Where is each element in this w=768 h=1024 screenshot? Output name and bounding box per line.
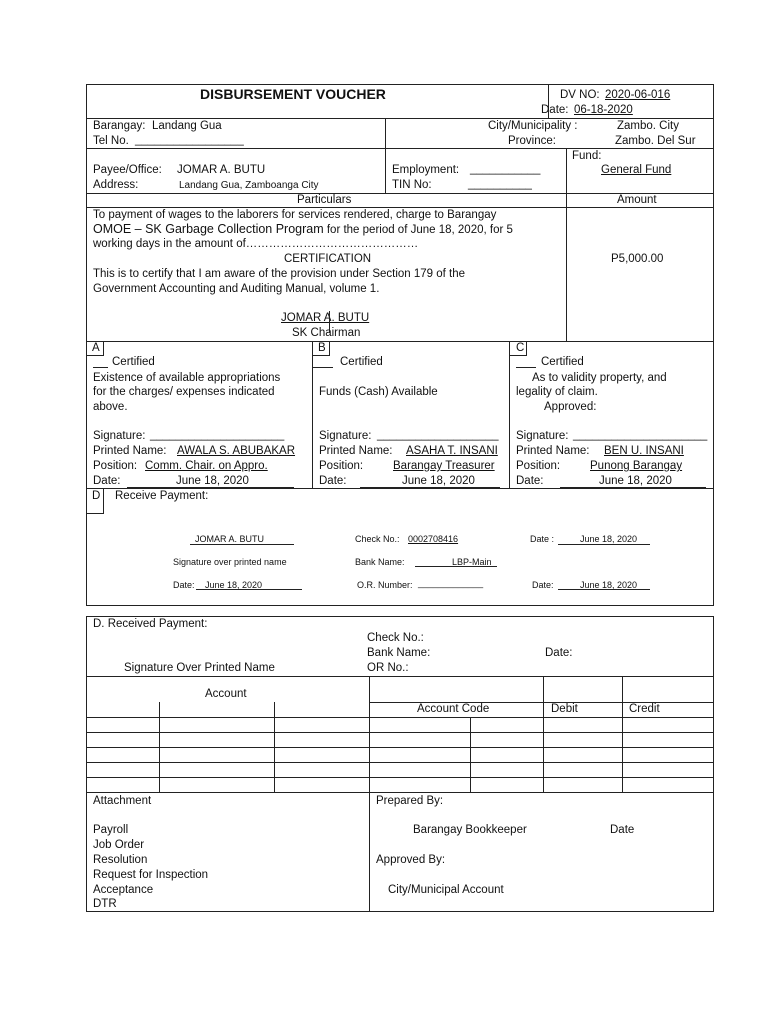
bank-label: Bank Name: [355, 557, 405, 567]
table-col-line [622, 676, 623, 792]
receiver-caption: Signature over printed name [173, 557, 287, 567]
employment-blank: ___________ [470, 163, 541, 175]
cert-c-sig-label: Signature: [516, 430, 569, 442]
or-blank: _____________ [418, 578, 484, 588]
amount-value: P5,000.00 [611, 253, 664, 265]
divider [566, 148, 567, 341]
debit-header: Debit [551, 703, 578, 715]
bookkeeper-label: Barangay Bookkeeper [413, 824, 527, 836]
cert-b-pos-label: Position: [319, 460, 364, 472]
cert-a-pos-label: Position: [93, 460, 138, 472]
city-value: Zambo. City [617, 120, 679, 132]
cert-a-text3: above. [93, 401, 128, 413]
receive-date-label: Date: [173, 580, 195, 590]
period-text: for the period of June 18, 2020, for 5 [323, 224, 513, 236]
attachment-item: Acceptance [93, 884, 154, 896]
cert-a-name: AWALA S. ABUBAKAR [177, 445, 296, 457]
receive-title: Receive Payment: [115, 490, 209, 502]
certification-title: CERTIFICATION [284, 253, 372, 265]
signer-title: SK Chairman [292, 327, 361, 339]
received-payment-title: D. Received Payment: [93, 618, 208, 630]
cert-b-name-label: Printed Name: [319, 445, 393, 457]
approved-by-label: Approved By: [376, 854, 446, 866]
date2-label: Date : [530, 534, 555, 544]
employment-label: Employment: [392, 164, 460, 176]
cert-b-date-label: Date: [319, 475, 347, 487]
cert-b-text1: Funds (Cash) Available [319, 386, 438, 398]
bank-value: LBP-Main [452, 557, 492, 567]
tin-blank: __________ [468, 178, 532, 190]
cert-a-date-label: Date: [93, 475, 121, 487]
cert-b-sig-label: Signature: [319, 430, 372, 442]
dv-number-label: DV NO: [560, 89, 600, 101]
cert-a-text2: for the charges/ expenses indicated [93, 386, 275, 398]
divider [312, 341, 313, 488]
or-label-2: OR No.: [367, 662, 409, 674]
divider [509, 341, 510, 488]
cert-a-sig-label: Signature: [93, 430, 146, 442]
tin-label: TIN No: [392, 179, 432, 191]
date-underline [196, 589, 302, 590]
check-label-2: Check No.: [367, 632, 424, 644]
cert-a-sig-blank: _____________________ [150, 429, 285, 441]
credit-header: Credit [629, 703, 660, 715]
check-line [93, 367, 108, 368]
voucher-title: DISBURSEMENT VOUCHER [200, 86, 386, 102]
cert-c-text1: As to validity property, and [532, 372, 667, 384]
signer-mark [329, 311, 330, 333]
letter-b: B [318, 342, 326, 354]
divider [369, 792, 370, 912]
table-col-line [274, 702, 275, 792]
prepared-by-label: Prepared By: [376, 795, 444, 807]
divider [86, 148, 714, 149]
check-line [516, 367, 536, 368]
letter-c: C [516, 342, 525, 354]
amount-header: Amount [617, 194, 657, 206]
name-underline [190, 544, 294, 545]
date3-value: June 18, 2020 [580, 580, 638, 590]
table-col-line [470, 717, 471, 792]
payee-label: Payee/Office: [93, 164, 162, 176]
divider [86, 792, 714, 793]
cert-c-text3: Approved: [544, 401, 597, 413]
cert-b-name: ASAHA T. INSANI [406, 445, 498, 457]
address-label: Address: [93, 179, 139, 191]
attachment-title: Attachment [93, 795, 152, 807]
table-row-line [86, 717, 714, 718]
or-label: O.R. Number: [357, 580, 413, 590]
cert-a-text1: Existence of available appropriations [93, 372, 281, 384]
cert-a-position: Comm. Chair. on Appro. [145, 460, 268, 472]
payee-value: JOMAR A. BUTU [177, 164, 266, 176]
fund-label: Fund: [572, 150, 602, 162]
cert-line1: This is to certify that I am aware of the provision under Section 179 of the [93, 268, 466, 280]
tel-blank: _________________ [135, 134, 244, 146]
province-label: Province: [508, 135, 556, 147]
date-label-2: Date: [545, 647, 573, 659]
cert-line2: Government Accounting and Auditing Manual, volume 1. [93, 283, 380, 295]
table-row-line [86, 777, 714, 778]
table-row-line [86, 747, 714, 748]
particulars-line3: working days in the amount of……………………………………… [93, 238, 419, 250]
date2-value: June 18, 2020 [580, 534, 638, 544]
fund-value: General Fund [601, 164, 672, 176]
cert-c-position: Punong Barangay [590, 460, 683, 472]
dv-number: 2020-06-016 [605, 89, 671, 101]
check-no: 0002708416 [408, 534, 459, 544]
date-underline [360, 487, 500, 488]
bank-label-2: Bank Name: [367, 647, 431, 659]
city-account-label: City/Municipal Account [388, 884, 504, 896]
date-label: Date: [541, 104, 569, 116]
cert-c-text2: legality of claim. [516, 386, 598, 398]
check-line [313, 367, 333, 368]
signer-name: JOMAR A. BUTU [281, 312, 370, 324]
date3-label: Date: [532, 580, 554, 590]
cert-b-certified: Certified [340, 356, 383, 368]
cert-c-sig-blank: _____________________ [573, 429, 708, 441]
attachment-item: Request for Inspection [93, 869, 209, 881]
program-name: OMOE – SK Garbage Collection Program [93, 222, 324, 236]
divider [385, 118, 386, 194]
date-underline [127, 487, 294, 488]
date-underline [560, 487, 706, 488]
cert-c-date-label: Date: [516, 475, 544, 487]
attachment-item: Payroll [93, 824, 129, 836]
particulars-header: Particulars [297, 194, 352, 206]
barangay-label: Barangay: [93, 120, 146, 132]
letter-a: A [92, 342, 100, 354]
cert-c-certified: Certified [541, 356, 584, 368]
voucher-date: 06-18-2020 [574, 104, 633, 116]
divider [86, 676, 714, 677]
account-code-header: Account Code [417, 703, 490, 715]
barangay-value: Landang Gua [152, 120, 222, 132]
receive-date: June 18, 2020 [205, 580, 263, 590]
cert-a-name-label: Printed Name: [93, 445, 167, 457]
attachment-item: Resolution [93, 854, 148, 866]
letter-d: D [92, 490, 101, 502]
divider [86, 341, 714, 342]
cert-b-sig-blank: ___________________ [377, 429, 499, 441]
cert-c-name-label: Printed Name: [516, 445, 590, 457]
province-value: Zambo. Del Sur [615, 135, 696, 147]
bank-underline [415, 566, 497, 567]
table-col-line [369, 676, 370, 792]
cert-c-name: BEN U. INSANI [604, 445, 684, 457]
date-underline [558, 589, 650, 590]
date-underline [558, 544, 650, 545]
attachment-item: Job Order [93, 839, 145, 851]
attachment-item: DTR [93, 898, 117, 910]
cert-c-pos-label: Position: [516, 460, 561, 472]
table-row-line [86, 732, 714, 733]
check-no-label: Check No.: [355, 534, 400, 544]
tel-label: Tel No. [93, 135, 129, 147]
cert-a-date: June 18, 2020 [176, 475, 249, 487]
account-header: Account [205, 688, 247, 700]
table-col-line [543, 676, 544, 792]
city-label: City/Municipality : [488, 120, 578, 132]
particulars-line2 [93, 222, 513, 237]
cert-b-position: Barangay Treasurer [393, 460, 495, 472]
cert-a-certified: Certified [112, 356, 155, 368]
prepared-date-label: Date [610, 824, 635, 836]
particulars-line1: To payment of wages to the laborers for services rendered, charge to Barangay [93, 209, 497, 221]
address-value: Landang Gua, Zamboanga City [179, 180, 319, 191]
table-row-line [86, 762, 714, 763]
sig-caption-2: Signature Over Printed Name [124, 662, 275, 674]
table-col-line [159, 702, 160, 792]
cert-c-date: June 18, 2020 [599, 475, 672, 487]
cert-b-date: June 18, 2020 [402, 475, 475, 487]
receiver-name: JOMAR A. BUTU [195, 534, 265, 544]
